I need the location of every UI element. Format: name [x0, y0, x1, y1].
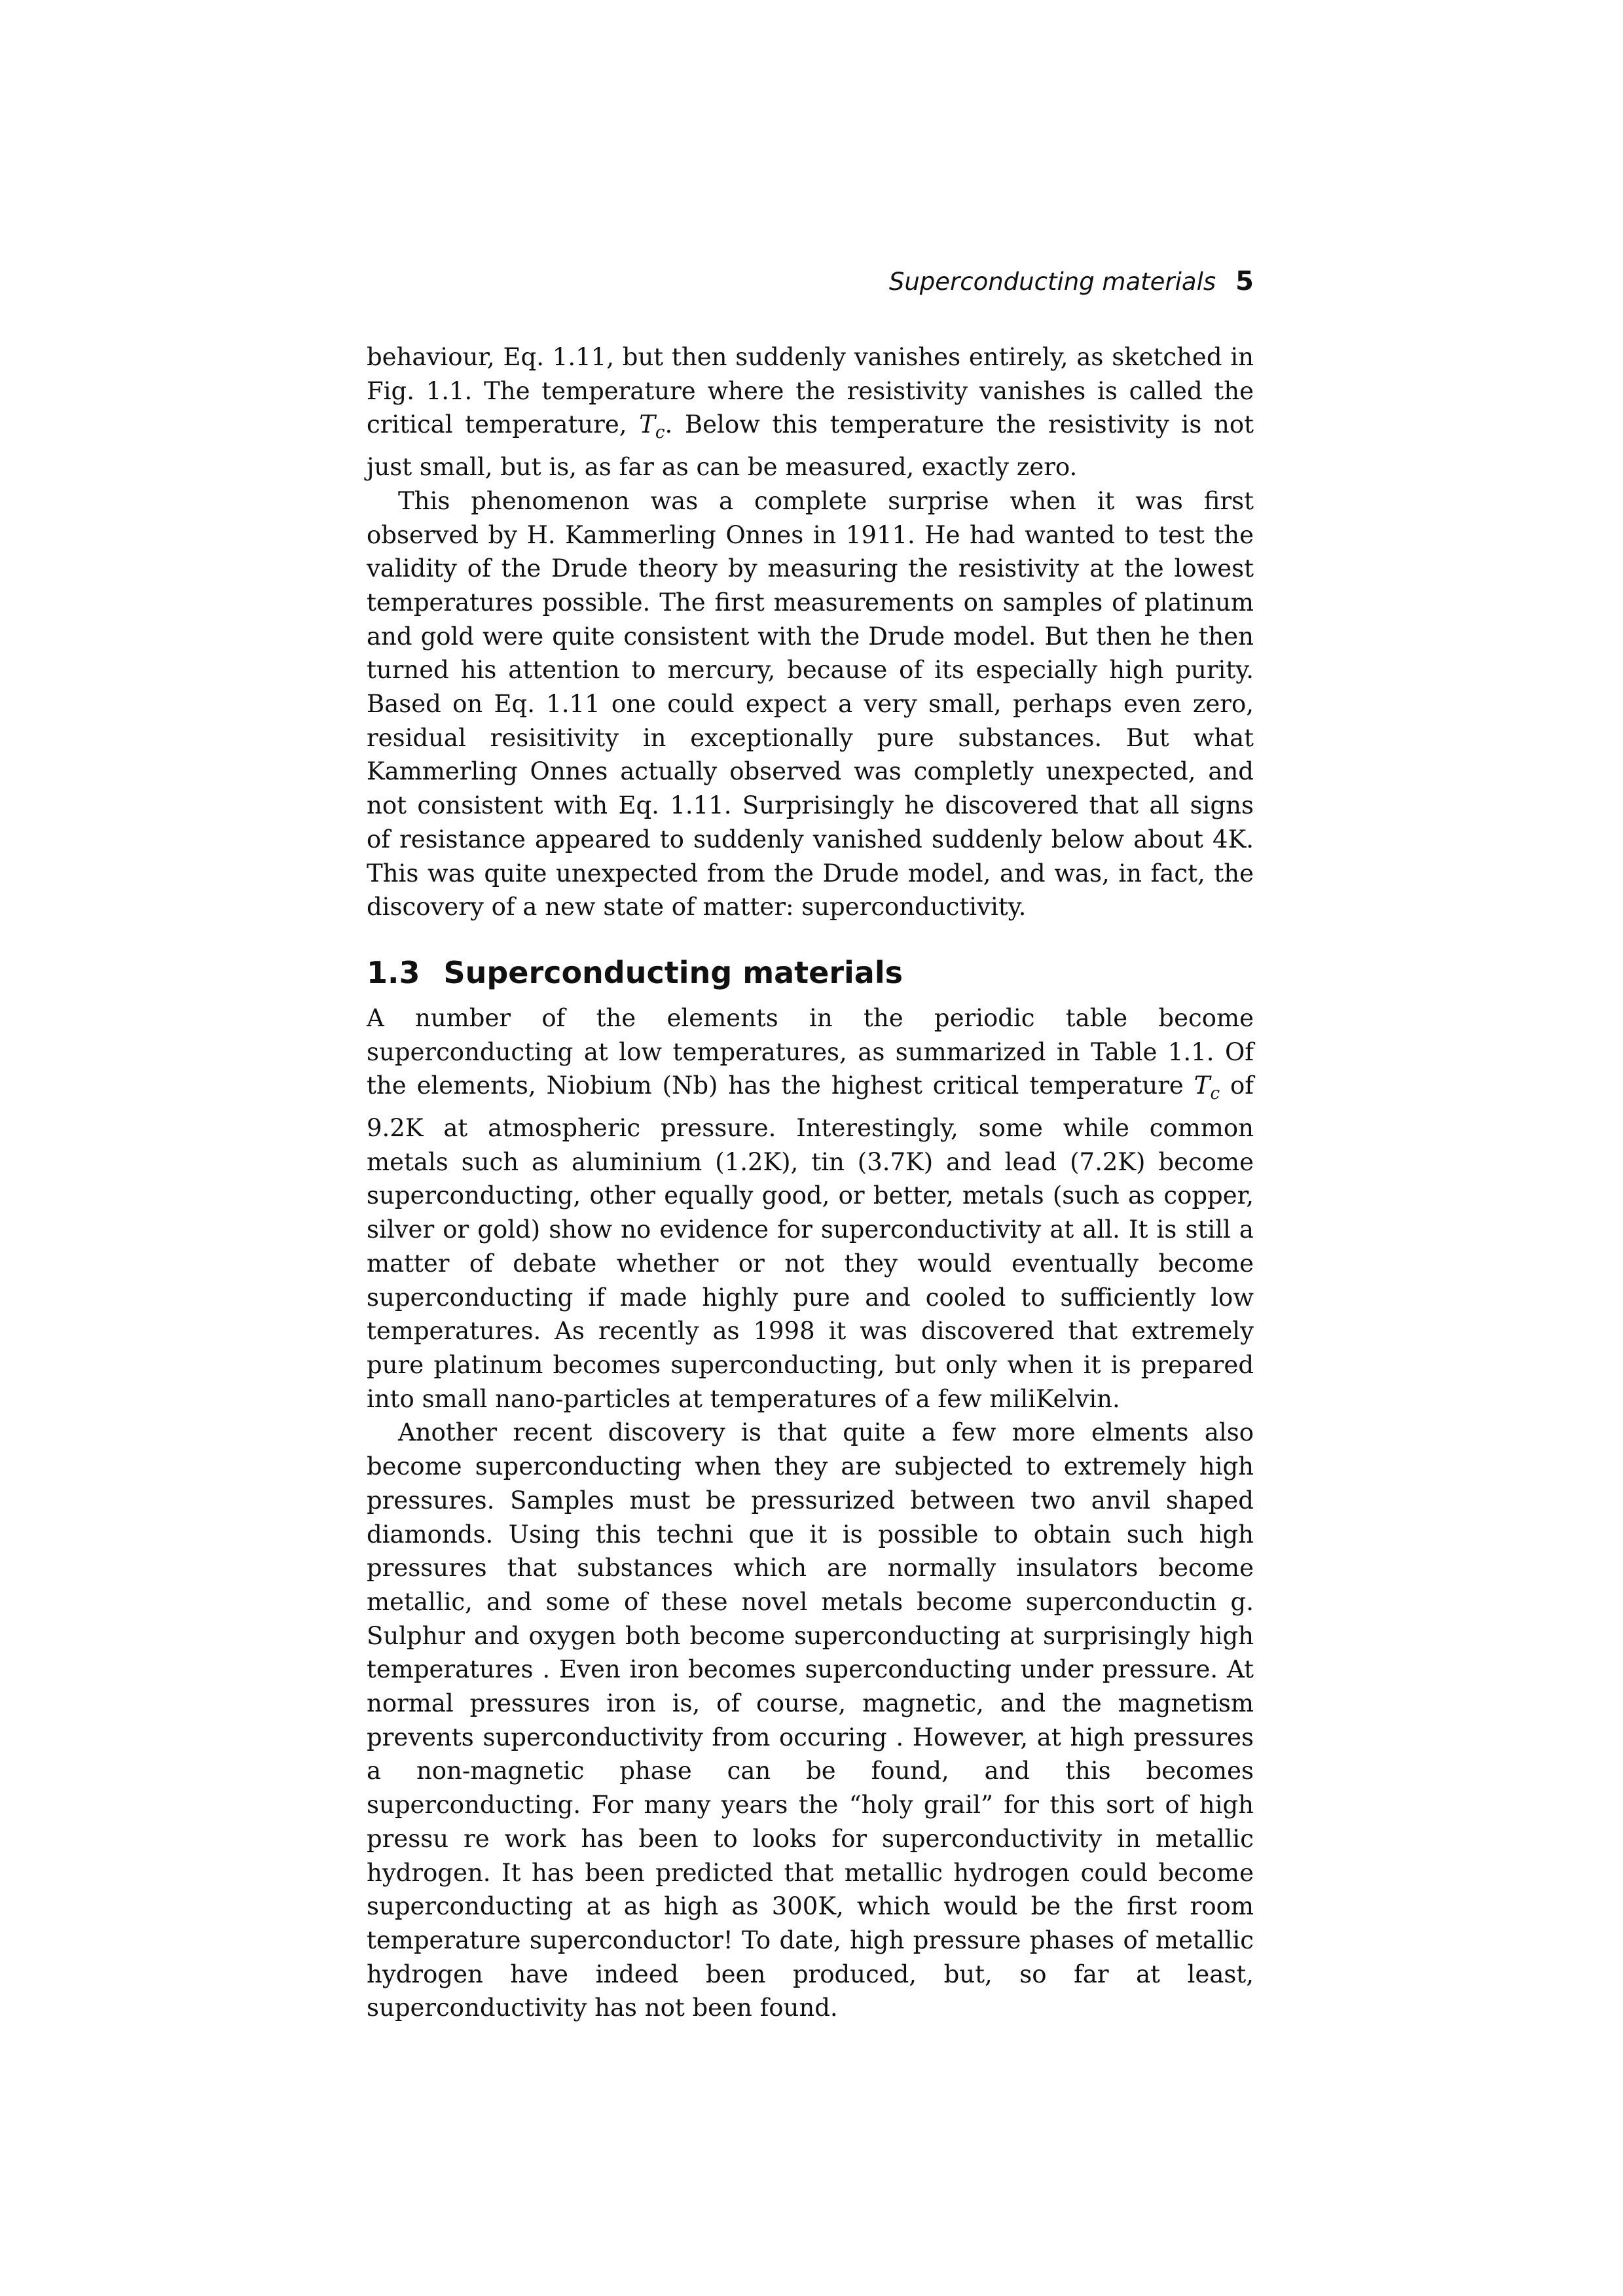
- math-symbol-t: T: [1194, 1071, 1211, 1100]
- page-number: 5: [1235, 266, 1254, 296]
- section-number: 1.3: [367, 954, 420, 990]
- body-text: [367, 340, 1254, 2025]
- math-subscript-c: c: [1210, 1084, 1220, 1104]
- running-header: [367, 262, 1254, 301]
- paragraph-text: behaviour, Eq. 1.11, but then suddenly vanishes entirely, as sketched in Fig. 1.1. The temperature where the resistivity vanishes is called the critical temperature,: [367, 343, 1254, 439]
- paragraph-periodic-elements: [367, 1001, 1254, 1416]
- paragraph-high-pressure: Another recent discovery is that quite a few more elments also become superconducting when they are subjected to extremely high pressures. Samples must be pressurized between two anvil shaped diamonds. Using this techni que it is possible to obtain such high pressures that substances which are normally insulators become metallic, and some of these novel metals become superconductin g. Sulphur and oxygen both become superconducting at surprisingly high temperatures . Even iron becomes superconducting under pressure. At normal pressures iron is, of course, magnetic, and the magnetism prevents superconductivity from occuring . However, at high pressures a non-magnetic phase can be found, and this becomes superconducting. For many years the “holy grail” for this sort of high pressu re work has been to looks for superconductivity in metallic hydrogen. It has been predicted that metallic hydrogen could become superconducting at as high as 300K, which would be the first room temperature superconductor! To date, high pressure phases of metallic hydrogen have indeed been produced, but, so far at least, superconductivity has not been found.: [367, 1418, 1254, 2022]
- section-title: Superconducting materials: [443, 954, 903, 990]
- math-symbol-t: T: [639, 410, 655, 439]
- paragraph-text: . Below this temperature the resistivity is not just small, but is, as far as can be measured, exactly zero.: [367, 410, 1254, 482]
- paragraph-text: of 9.2K at atmospheric pressure. Interestingly, some while common metals such as aluminium (1.2K), tin (3.7K) and lead (7.2K) become superconducting, other equally good, or better, metals (such as copper, silver or gold) show no evidence for superconductivity at all. It is still a matter of debate whether or not they would eventually become superconducting if made highly pure and cooled to sufficiently low temperatures. As recently as 1998 it was discovered that extremely pure platinum becomes superconducting, but only when it is prepared into small nano-particles at temperatures of a few miliKelvin.: [367, 1071, 1254, 1413]
- paragraph-text: A number of the elements in the periodic table become superconducting at low temperatures, as summarized in Table 1.1. Of the elements, Niobium (Nb) has the highest critical temperature: [367, 1003, 1254, 1100]
- paragraph-kammerling-onnes: This phenomenon was a complete surprise when it was first observed by H. Kammerling Onnes in 1911. He had wanted to test the validity of the Drude theory by measuring the resistivity at the lowest temperatures possible. The first measurements on samples of platinum and gold were quite consistent with the Drude model. But then he then turned his attention to mercury, because of its especially high purity. Based on Eq. 1.11 one could expect a very small, perhaps even zero, residual resisitivity in exceptionally pure substances. But what Kammerling Onnes actually observed was completly unexpected, and not consistent with Eq. 1.11. Surprisingly he discovered that all signs of resistance appeared to suddenly vanished suddenly below about 4K. This was quite unexpected from the Drude model, and was, in fact, the discovery of a new state of matter: superconductivity.: [367, 486, 1254, 922]
- paragraph-resistivity-vanishes: [367, 340, 1254, 484]
- section-heading: [367, 953, 1254, 992]
- running-title: Superconducting materials: [888, 267, 1216, 296]
- math-subscript-c: c: [655, 423, 665, 443]
